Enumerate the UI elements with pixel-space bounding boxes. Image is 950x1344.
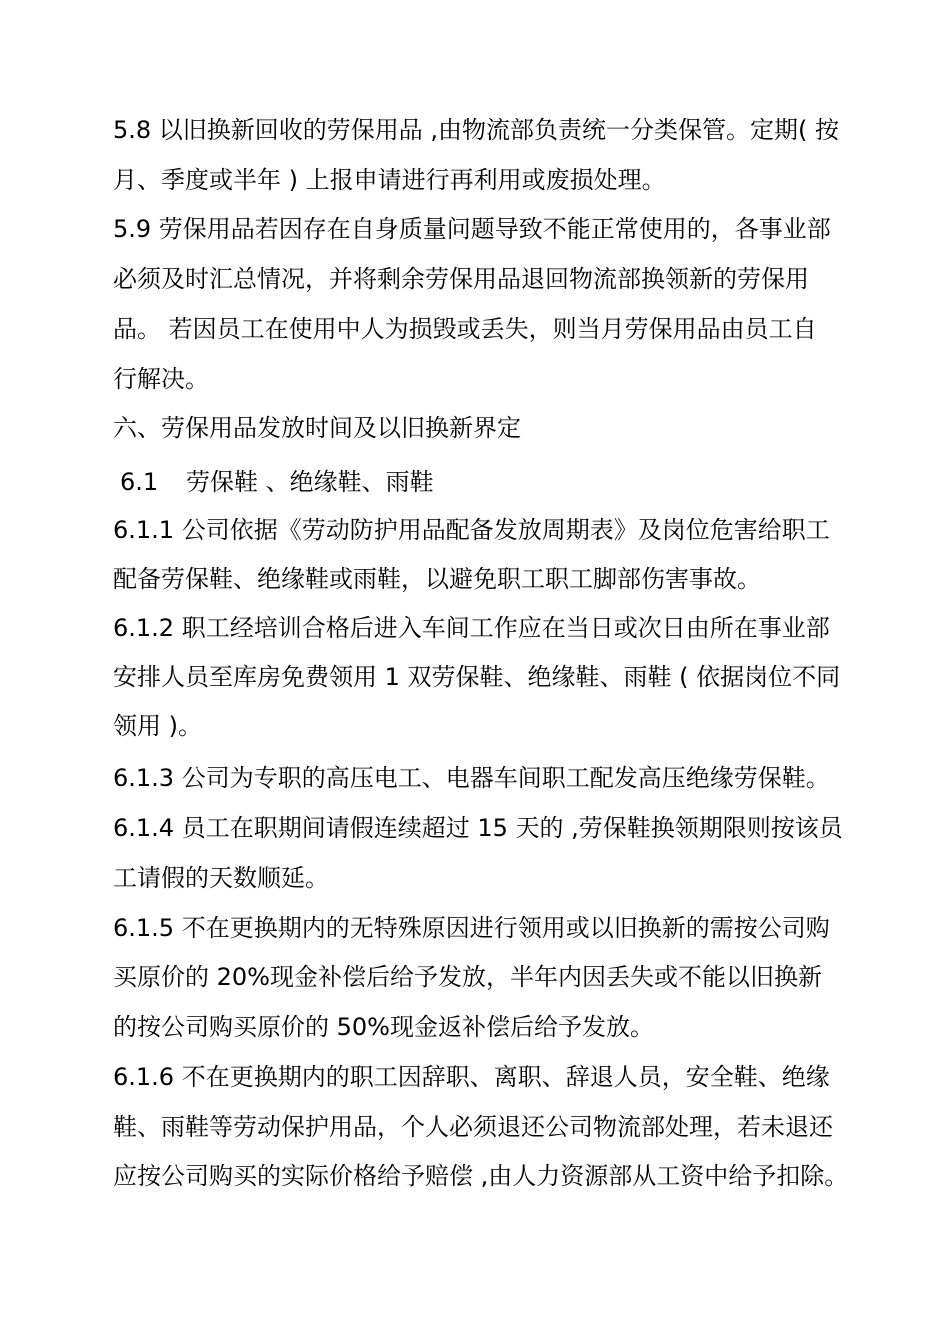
paragraph-6-1-1-line-2: 配备劳保鞋、绝缘鞋或雨鞋，以避免职工职工脚部伤害事故。: [113, 565, 761, 593]
paragraph-5-9-line-3: 品。 若因员工在使用中人为损毁或丢失，则当月劳保用品由员工自: [113, 315, 817, 343]
paragraph-6-1-2-line-1: 6.1.2 职工经培训合格后进入车间工作应在当日或次日由所在事业部: [113, 614, 830, 642]
paragraph-6-1-5-line-1: 6.1.5 不在更换期内的无特殊原因进行领用或以旧换新的需按公司购: [113, 914, 830, 942]
paragraph-6-1-2-line-2: 安排人员至库房免费领用 1 双劳保鞋、绝缘鞋、雨鞋 ( 依据岗位不同: [113, 663, 841, 691]
paragraph-6-1-5-line-2: 买原价的 20%现金补偿后给予发放，半年内因丢失或不能以旧换新: [113, 963, 822, 991]
section-6-heading: 六、劳保用品发放时间及以旧换新界定: [113, 414, 521, 442]
paragraph-6-1-5-line-3: 的按公司购买原价的 50%现金返补偿后给予发放。: [113, 1013, 654, 1041]
paragraph-6-1-6-line-2: 鞋、雨鞋等劳动保护用品，个人必须退还公司物流部处理，若未退还: [113, 1113, 833, 1141]
paragraph-6-1-4-line-2: 工请假的天数顺延。: [113, 864, 329, 892]
paragraph-6-1-4-line-1: 6.1.4 员工在职期间请假连续超过 15 天的 ,劳保鞋换领期限则按该员: [113, 814, 843, 842]
subsection-title: 劳保鞋 、绝缘鞋、雨鞋: [186, 468, 434, 496]
paragraph-5-9-line-1: 5.9 劳保用品若因存在自身质量问题导致不能正常使用的，各事业部: [113, 215, 831, 243]
paragraph-5-9-line-4: 行解决。: [113, 365, 209, 393]
paragraph-6-1-6-line-3: 应按公司购买的实际价格给予赔偿 ,由人力资源部从工资中给予扣除。: [113, 1162, 849, 1190]
paragraph-5-8-line-2: 月、季度或半年 ) 上报申请进行再利用或废损处理。: [113, 166, 666, 194]
paragraph-6-1-3-line-1: 6.1.3 公司为专职的高压电工、电器车间职工配发高压绝缘劳保鞋。: [113, 764, 830, 792]
subsection-6-1-heading: [120, 467, 900, 497]
subsection-number: 6.1: [120, 468, 159, 496]
paragraph-6-1-1-line-1: 6.1.1 公司依据《劳动防护用品配备发放周期表》及岗位危害给职工: [113, 516, 830, 544]
paragraph-5-8-line-1: 5.8 以旧换新回收的劳保用品 ,由物流部负责统一分类保管。定期( 按: [113, 116, 840, 144]
paragraph-6-1-2-line-3: 领用 )。: [113, 712, 202, 740]
paragraph-6-1-6-line-1: 6.1.6 不在更换期内的职工因辞职、离职、辞退人员，安全鞋、绝缘: [113, 1063, 830, 1091]
paragraph-5-9-line-2: 必须及时汇总情况，并将剩余劳保用品退回物流部换领新的劳保用: [113, 265, 809, 293]
